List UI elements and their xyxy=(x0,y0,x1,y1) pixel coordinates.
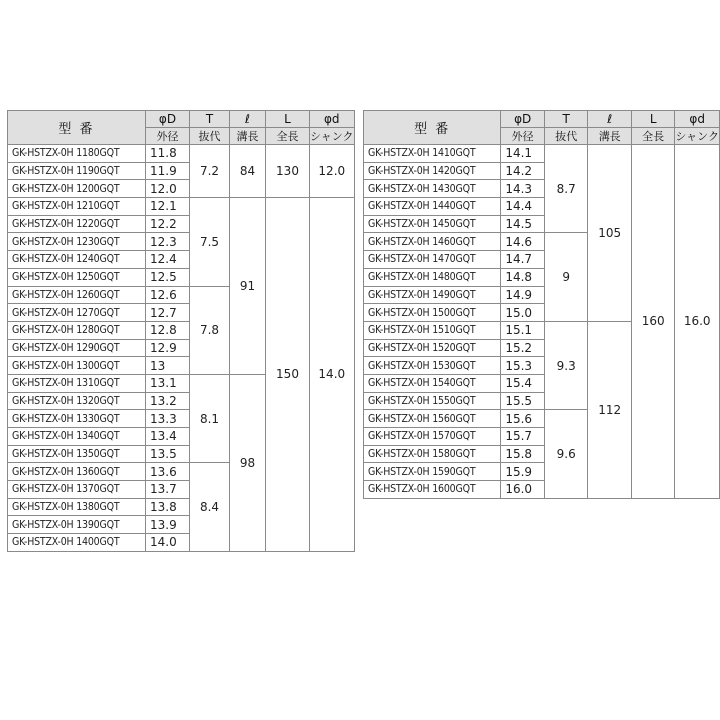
model-number-cell: GK-HSTZX-0H 1580GQT xyxy=(364,445,501,463)
outer-diameter-cell: 13.1 xyxy=(146,374,190,392)
shank-diameter-label: シャンク xyxy=(675,128,720,145)
shank-diameter-symbol: φd xyxy=(310,111,355,128)
outer-diameter-cell: 14.3 xyxy=(501,180,545,198)
flute-length-cell: 91 xyxy=(230,198,266,375)
overall-length-symbol: L xyxy=(266,111,310,128)
allowance-symbol: T xyxy=(545,111,588,128)
allowance-cell: 9 xyxy=(545,233,588,321)
model-number-cell: GK-HSTZX-0H 1390GQT xyxy=(8,516,146,534)
outer-diameter-cell: 12.4 xyxy=(146,251,190,269)
model-number-cell: GK-HSTZX-0H 1340GQT xyxy=(8,428,146,446)
flute-length-cell: 112 xyxy=(588,321,631,498)
outer-diameter-label: 外径 xyxy=(146,128,190,145)
model-number-cell: GK-HSTZX-0H 1430GQT xyxy=(364,180,501,198)
model-number-cell: GK-HSTZX-0H 1360GQT xyxy=(8,463,146,481)
outer-diameter-label: 外径 xyxy=(501,128,545,145)
outer-diameter-cell: 12.2 xyxy=(146,215,190,233)
outer-diameter-cell: 12.1 xyxy=(146,198,190,216)
model-number-cell: GK-HSTZX-0H 1450GQT xyxy=(364,215,501,233)
model-number-cell: GK-HSTZX-0H 1310GQT xyxy=(8,374,146,392)
outer-diameter-cell: 13.6 xyxy=(146,463,190,481)
outer-diameter-cell: 14.8 xyxy=(501,268,545,286)
outer-diameter-cell: 14.7 xyxy=(501,251,545,269)
outer-diameter-cell: 13.4 xyxy=(146,428,190,446)
model-number-cell: GK-HSTZX-0H 1260GQT xyxy=(8,286,146,304)
model-number-cell: GK-HSTZX-0H 1400GQT xyxy=(8,534,146,552)
outer-diameter-cell: 14.5 xyxy=(501,215,545,233)
overall-length-cell: 150 xyxy=(266,198,310,552)
model-header: 型 番 xyxy=(364,111,501,145)
model-number-cell: GK-HSTZX-0H 1470GQT xyxy=(364,251,501,269)
flute-length-label: 溝長 xyxy=(230,128,266,145)
outer-diameter-cell: 14.0 xyxy=(146,534,190,552)
outer-diameter-cell: 12.6 xyxy=(146,286,190,304)
model-number-cell: GK-HSTZX-0H 1250GQT xyxy=(8,268,146,286)
model-number-cell: GK-HSTZX-0H 1210GQT xyxy=(8,198,146,216)
allowance-cell: 7.8 xyxy=(190,286,230,374)
outer-diameter-cell: 15.5 xyxy=(501,392,545,410)
outer-diameter-cell: 13.9 xyxy=(146,516,190,534)
outer-diameter-cell: 15.9 xyxy=(501,463,545,481)
overall-length-label: 全長 xyxy=(266,128,310,145)
flute-length-cell: 98 xyxy=(230,374,266,551)
outer-diameter-cell: 12.3 xyxy=(146,233,190,251)
flute-length-cell: 84 xyxy=(230,145,266,198)
outer-diameter-cell: 12.5 xyxy=(146,268,190,286)
shank-diameter-cell: 14.0 xyxy=(310,198,355,552)
outer-diameter-cell: 15.0 xyxy=(501,304,545,322)
outer-diameter-cell: 15.3 xyxy=(501,357,545,375)
outer-diameter-cell: 14.9 xyxy=(501,286,545,304)
outer-diameter-cell: 15.2 xyxy=(501,339,545,357)
outer-diameter-cell: 13.7 xyxy=(146,481,190,499)
model-number-cell: GK-HSTZX-0H 1190GQT xyxy=(8,162,146,180)
allowance-cell: 8.7 xyxy=(545,145,588,233)
shank-diameter-symbol: φd xyxy=(675,111,720,128)
outer-diameter-cell: 12.0 xyxy=(146,180,190,198)
outer-diameter-cell: 13.3 xyxy=(146,410,190,428)
table-row xyxy=(8,145,355,163)
model-number-cell: GK-HSTZX-0H 1500GQT xyxy=(364,304,501,322)
model-number-cell: GK-HSTZX-0H 1550GQT xyxy=(364,392,501,410)
outer-diameter-cell: 12.8 xyxy=(146,321,190,339)
outer-diameter-cell: 14.4 xyxy=(501,198,545,216)
allowance-cell: 8.4 xyxy=(190,463,230,551)
allowance-cell: 7.5 xyxy=(190,198,230,286)
outer-diameter-cell: 11.9 xyxy=(146,162,190,180)
spec-table-left xyxy=(7,110,355,552)
outer-diameter-cell: 13 xyxy=(146,357,190,375)
table-row xyxy=(364,145,720,163)
model-number-cell: GK-HSTZX-0H 1290GQT xyxy=(8,339,146,357)
model-number-cell: GK-HSTZX-0H 1300GQT xyxy=(8,357,146,375)
model-number-cell: GK-HSTZX-0H 1540GQT xyxy=(364,374,501,392)
model-number-cell: GK-HSTZX-0H 1220GQT xyxy=(8,215,146,233)
outer-diameter-cell: 13.2 xyxy=(146,392,190,410)
model-number-cell: GK-HSTZX-0H 1410GQT xyxy=(364,145,501,163)
outer-diameter-cell: 15.1 xyxy=(501,321,545,339)
allowance-label: 抜代 xyxy=(190,128,230,145)
model-number-cell: GK-HSTZX-0H 1480GQT xyxy=(364,268,501,286)
flute-length-label: 溝長 xyxy=(588,128,631,145)
allowance-cell: 8.1 xyxy=(190,374,230,462)
outer-diameter-cell: 11.8 xyxy=(146,145,190,163)
model-header: 型 番 xyxy=(8,111,146,145)
table-row xyxy=(8,198,355,216)
shank-diameter-cell: 12.0 xyxy=(310,145,355,198)
model-number-cell: GK-HSTZX-0H 1600GQT xyxy=(364,481,501,499)
model-number-cell: GK-HSTZX-0H 1230GQT xyxy=(8,233,146,251)
outer-diameter-symbol: φD xyxy=(501,111,545,128)
model-number-cell: GK-HSTZX-0H 1330GQT xyxy=(8,410,146,428)
model-number-cell: GK-HSTZX-0H 1380GQT xyxy=(8,498,146,516)
model-number-cell: GK-HSTZX-0H 1490GQT xyxy=(364,286,501,304)
shank-diameter-label: シャンク xyxy=(310,128,355,145)
model-number-cell: GK-HSTZX-0H 1520GQT xyxy=(364,339,501,357)
allowance-symbol: T xyxy=(190,111,230,128)
model-number-cell: GK-HSTZX-0H 1420GQT xyxy=(364,162,501,180)
model-number-cell: GK-HSTZX-0H 1180GQT xyxy=(8,145,146,163)
outer-diameter-cell: 15.4 xyxy=(501,374,545,392)
outer-diameter-cell: 14.1 xyxy=(501,145,545,163)
model-number-cell: GK-HSTZX-0H 1440GQT xyxy=(364,198,501,216)
model-number-cell: GK-HSTZX-0H 1350GQT xyxy=(8,445,146,463)
model-number-cell: GK-HSTZX-0H 1570GQT xyxy=(364,428,501,446)
overall-length-cell: 130 xyxy=(266,145,310,198)
model-number-cell: GK-HSTZX-0H 1510GQT xyxy=(364,321,501,339)
model-number-cell: GK-HSTZX-0H 1240GQT xyxy=(8,251,146,269)
overall-length-symbol: L xyxy=(631,111,674,128)
outer-diameter-cell: 12.9 xyxy=(146,339,190,357)
spec-table-right xyxy=(363,110,720,499)
allowance-label: 抜代 xyxy=(545,128,588,145)
outer-diameter-cell: 13.8 xyxy=(146,498,190,516)
outer-diameter-cell: 15.8 xyxy=(501,445,545,463)
flute-length-cell: 105 xyxy=(588,145,631,322)
flute-length-symbol: ℓ xyxy=(230,111,266,128)
model-number-cell: GK-HSTZX-0H 1460GQT xyxy=(364,233,501,251)
outer-diameter-cell: 14.2 xyxy=(501,162,545,180)
overall-length-label: 全長 xyxy=(631,128,674,145)
model-number-cell: GK-HSTZX-0H 1560GQT xyxy=(364,410,501,428)
model-number-cell: GK-HSTZX-0H 1530GQT xyxy=(364,357,501,375)
model-number-cell: GK-HSTZX-0H 1200GQT xyxy=(8,180,146,198)
model-number-cell: GK-HSTZX-0H 1270GQT xyxy=(8,304,146,322)
outer-diameter-cell: 12.7 xyxy=(146,304,190,322)
model-number-cell: GK-HSTZX-0H 1590GQT xyxy=(364,463,501,481)
outer-diameter-cell: 13.5 xyxy=(146,445,190,463)
allowance-cell: 7.2 xyxy=(190,145,230,198)
allowance-cell: 9.3 xyxy=(545,321,588,409)
model-number-cell: GK-HSTZX-0H 1280GQT xyxy=(8,321,146,339)
overall-length-cell: 160 xyxy=(631,145,674,499)
flute-length-symbol: ℓ xyxy=(588,111,631,128)
model-number-cell: GK-HSTZX-0H 1320GQT xyxy=(8,392,146,410)
shank-diameter-cell: 16.0 xyxy=(675,145,720,499)
outer-diameter-cell: 15.6 xyxy=(501,410,545,428)
outer-diameter-cell: 14.6 xyxy=(501,233,545,251)
outer-diameter-cell: 16.0 xyxy=(501,481,545,499)
model-number-cell: GK-HSTZX-0H 1370GQT xyxy=(8,481,146,499)
outer-diameter-cell: 15.7 xyxy=(501,428,545,446)
outer-diameter-symbol: φD xyxy=(146,111,190,128)
allowance-cell: 9.6 xyxy=(545,410,588,498)
